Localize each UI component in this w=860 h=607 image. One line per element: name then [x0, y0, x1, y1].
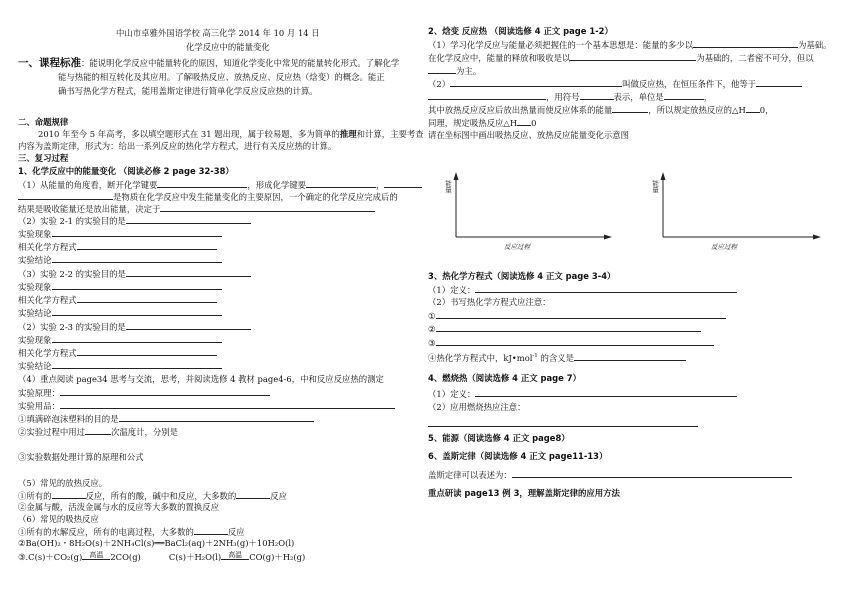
k6-1: ①所有的水解反应，所有的电离过程，大多数的 反应	[18, 527, 245, 537]
exp3-equation: 相关化学方程式	[18, 347, 217, 359]
blank[interactable]	[450, 78, 622, 87]
course-standard-line3: 确书写热化学方程式，能用盖斯定律进行简单化学反应反应热的计算。	[58, 86, 318, 96]
p2-line8: 请在坐标图中画出吸热反应、放热反应能量变化示意图	[428, 130, 629, 140]
k4-principle: 实验原理：	[18, 387, 270, 399]
p4-def: （1）定义：	[428, 388, 737, 400]
exp3-title: （2）实验 2-3 的实验目的是	[18, 321, 251, 333]
blank[interactable]	[306, 179, 376, 188]
axes	[651, 170, 823, 255]
p3-c2: ②	[428, 323, 701, 335]
blank[interactable]	[746, 104, 760, 113]
k4-items: 实验用品：	[18, 400, 395, 412]
blank[interactable]	[85, 426, 111, 435]
x-arrow	[604, 235, 612, 240]
x-arrow	[813, 235, 821, 240]
p1-line3: 结果是吸收能量还是放出能量，决定于	[18, 203, 375, 215]
blank[interactable]	[428, 418, 698, 427]
blank[interactable]	[428, 65, 456, 74]
p4-blank	[428, 418, 698, 430]
p2-line1: （1）学习化学反应与能量必须把握住的一个基本思想是：能量的多少以 为基础。	[428, 40, 832, 50]
exp1-equation: 相关化学方程式	[18, 241, 217, 253]
blank[interactable]	[580, 91, 614, 100]
k6-2-equation: ②Ba(OH)₂・8H₂O(s)＋2NH₄Cl(s)══BaCl₂(aq)＋2NH₃(g)＋10H₂O(l)	[18, 538, 295, 548]
blank[interactable]	[52, 307, 222, 316]
x-axis-label: 反应过程	[504, 243, 530, 251]
section2-heading: 2、焓变 反应热 （阅读选修 4 正文 page 1-2）	[428, 26, 613, 36]
blank[interactable]	[194, 526, 228, 535]
k5-1: ①所有的 反应，所有的酸，碱中和反应，大多数的 反应	[18, 491, 287, 501]
blank[interactable]	[574, 352, 686, 361]
page-title: 化学反应中的能量变化	[186, 42, 270, 52]
p2-line3: 为主。	[428, 65, 481, 77]
school-header: 中山市卓雅外国语学校 高三化学 2014 年 10 月 14 日	[116, 28, 320, 38]
energy-diagram-left[interactable]	[444, 170, 614, 255]
blank[interactable]	[436, 310, 726, 319]
section1-heading: 1、化学反应中的能量变化 （阅读必修 2 page 32-38）	[18, 166, 234, 176]
section5-heading: 5、能源（阅读选修 4 正文 page8）	[428, 433, 570, 443]
k5-title: （5）常见的放热反应。	[18, 478, 108, 488]
p6-def: 盖斯定律可以表述为：	[428, 469, 792, 481]
blank[interactable]	[52, 334, 222, 343]
exam-pattern-heading: 二、命题规律	[18, 117, 69, 127]
section4-heading: 4、燃烧热（阅读选修 4 正文 page 7）	[428, 373, 581, 383]
blank[interactable]	[126, 268, 251, 277]
blank[interactable]	[60, 400, 395, 409]
blank[interactable]	[126, 215, 251, 224]
exp2-title: （3）实验 2-2 的实验目的是	[18, 268, 251, 280]
k4-c2: ②实验过程中用过 次温度计，分别是	[18, 427, 178, 437]
p2-line2: 在化学反应中，能量的释放和吸收是以 为基础的，二者密不可分，但以	[428, 53, 814, 63]
p2-line5: ，用符号 表示，单位是 ，	[428, 91, 712, 103]
p2-line6: 其中放热反应反应后放出热量而使反应体系的能量 ，所以规定放热反应的△H 0，	[428, 105, 774, 115]
energy-diagram-right[interactable]	[651, 170, 823, 255]
blank[interactable]	[52, 281, 222, 290]
blank[interactable]	[664, 91, 704, 100]
blank[interactable]	[756, 78, 802, 87]
y-axis-label: 能量	[651, 180, 659, 193]
exam-pattern-line2: 内容为盖斯定律，形式为：给出一系列反应的热化学方程式，进行有关反应热的计算。	[18, 141, 337, 151]
blank[interactable]	[119, 413, 314, 422]
blank[interactable]	[18, 191, 113, 200]
p3-c3: ③	[428, 337, 714, 349]
blank[interactable]	[77, 241, 217, 250]
p3-c4: ④热化学方程式中，kJ•mol$^{-1}$ 的含义是	[428, 351, 686, 364]
exp1-phenomenon: 实验现象	[18, 228, 222, 240]
exp1-conclusion: 实验结论	[18, 254, 222, 266]
blank[interactable]	[436, 337, 714, 346]
exp3-conclusion: 实验结论	[18, 360, 222, 372]
key4-title: （4）重点阅读 page34 思考与交流，思考，并阅读选修 4 教材 page4-6，中和反应反应热的测定	[18, 374, 384, 384]
p4-notes: （2）应用燃烧热应注意：	[428, 402, 526, 412]
blank[interactable]	[160, 203, 375, 212]
exp2-conclusion: 实验结论	[18, 307, 222, 319]
blank[interactable]	[475, 388, 737, 397]
exp3-phenomenon: 实验现象	[18, 334, 222, 346]
exp2-phenomenon: 实验现象	[18, 281, 222, 293]
blank[interactable]	[126, 321, 251, 330]
blank[interactable]	[60, 387, 270, 396]
blank[interactable]	[517, 117, 531, 126]
blank[interactable]	[570, 52, 696, 61]
p1-line2: 是物质在化学反应中发生能量变化的主要原因，一个确定的化学反应完成后的	[18, 191, 398, 203]
blank[interactable]	[512, 469, 792, 478]
blank[interactable]	[436, 323, 701, 332]
blank[interactable]	[384, 179, 422, 188]
course-standard-line2: 能与热能的相互转化及其应用。了解吸热反应、放热反应、反应热（焓变）的概念。能正	[58, 72, 385, 82]
blank[interactable]	[52, 254, 222, 263]
p3-notes-title: （2）书写热化学方程式应注意：	[428, 297, 551, 307]
k5-2: ②金属与酸，活泼金属与水的反应等大多数的置换反应	[18, 502, 219, 512]
k4-c1: ①填满碎泡沫塑料的目的是	[18, 413, 314, 425]
p3-c1: ①	[428, 310, 726, 322]
y-axis-label: 能量	[444, 180, 452, 193]
exam-pattern-line1: 2010 年至今 5 年高考，多以填空题形式在 31 题出现，属于较易题，多为简单的推理和计算，主要考查	[38, 129, 424, 139]
blank[interactable]	[157, 179, 247, 188]
k6-title: （6）常见的吸热反应	[18, 514, 99, 524]
p1-line1: （1）从能量的角度看，断开化学键要 ，形成化学键要 ，	[18, 179, 422, 191]
course-standard: 一、课程标准：能说明化学反应中能量转化的原因，知道化学变化中常见的能量转化形式。了解化学	[18, 57, 400, 69]
x-axis-label: 反应过程	[711, 243, 737, 251]
blank[interactable]	[52, 360, 222, 369]
blank[interactable]	[77, 347, 217, 356]
blank[interactable]	[693, 39, 798, 48]
section6-heading: 6、盖斯定律（阅读选修 4 正文 page11-13）	[428, 451, 608, 461]
p2-line4: （2） 叫做反应热，在恒压条件下，他等于	[428, 78, 802, 90]
exp2-equation: 相关化学方程式	[18, 294, 217, 306]
blank[interactable]	[428, 91, 546, 100]
p3-def: （1）定义：	[428, 284, 737, 296]
blank[interactable]	[612, 104, 648, 113]
section3-heading: 3、热化学方程式（阅读选修 4 正文 page 3-4）	[428, 271, 616, 281]
key-study-note: 重点研读 page13 例 3，理解盖斯定律的应用方法	[428, 488, 620, 498]
review-heading: 三、复习过程	[18, 153, 69, 163]
p2-line7: 同理，规定吸热反应△H 0	[428, 118, 537, 128]
blank[interactable]	[475, 284, 737, 293]
blank[interactable]	[52, 228, 222, 237]
blank[interactable]	[77, 294, 217, 303]
k4-c3: ③实验数据处理计算的原理和公式	[18, 452, 144, 462]
k6-3-equation: ③.C(s)＋CO₂(g) 高温 2CO(g) C(s)＋H₂O(l) 高温 CO(g)＋H₂(g)	[18, 551, 306, 562]
exp1-title: （2）实验 2-1 的实验目的是	[18, 215, 251, 227]
blank[interactable]	[236, 490, 270, 499]
blank[interactable]	[52, 490, 86, 499]
